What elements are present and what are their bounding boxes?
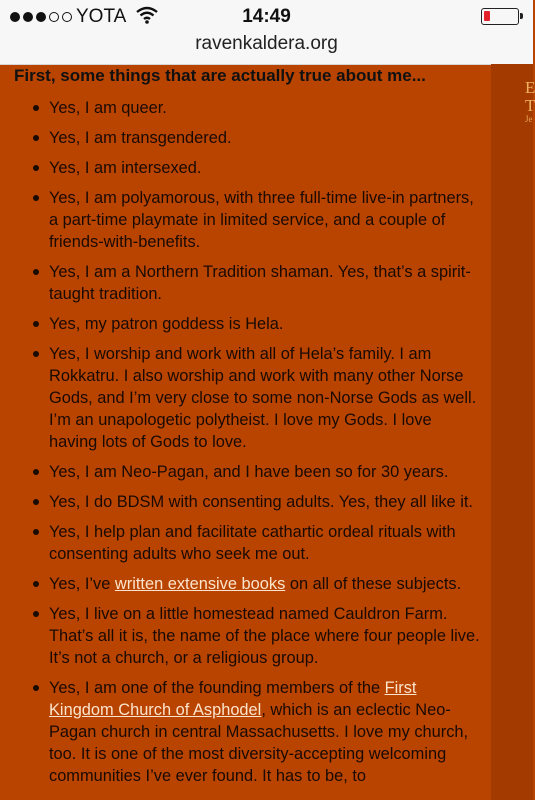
list-item — [0, 261, 491, 305]
list-item-text: , which is an eclectic Neo-Pagan church in central Massachusetts. I love my church, too. It is one of the most diversity-accepting welcoming communities I’ve ever found. It has to be, to — [49, 701, 469, 785]
list-item-text: Yes, I am a Northern Tradition shaman. Yes, that’s a spirit-taught tradition. — [49, 263, 471, 303]
books-link[interactable]: written extensive books — [114, 575, 286, 593]
bullet-icon — [33, 195, 39, 201]
list-item-text: Yes, I do BDSM with consenting adults. Yes, they all like it. — [49, 493, 473, 511]
battery-icon — [481, 8, 519, 25]
sidebar-text[interactable]: T — [525, 96, 535, 115]
list-item — [0, 461, 491, 483]
list-item — [0, 127, 491, 149]
list-item-text: Yes, my patron goddess is Hela. — [49, 315, 284, 333]
list-item-text: Yes, I am queer. — [49, 99, 167, 117]
status-clock: 14:49 — [242, 6, 291, 27]
list-item — [0, 187, 491, 253]
bullet-icon — [33, 321, 39, 327]
carrier-name: YOTA — [76, 6, 127, 27]
list-item-text: Yes, I am intersexed. — [49, 159, 202, 177]
list-item — [0, 313, 491, 335]
list-item-text: Yes, I help plan and facilitate cathartic ordeal rituals with consenting adults who seek me out. — [49, 523, 456, 563]
sidebar-text[interactable]: Je — [525, 114, 533, 124]
list-item — [0, 97, 491, 119]
sidebar-text[interactable]: E — [525, 78, 535, 97]
list-item — [0, 491, 491, 513]
list-item-text: Yes, I live on a little homestead named Cauldron Farm. That’s all it is, the name of the place where four people live. It’s not a church, or a religious group. — [49, 605, 480, 667]
list-item-text: Yes, I worship and work with all of Hela’s family. I am Rokkatru. I also worship and work with many other Norse Gods, and I’m very close to some non-Norse Gods as well. I’m an unapologetic polytheist. I love my Gods. I love having lots of Gods to love. — [49, 345, 477, 451]
list-item-text: on all of these subjects. — [285, 575, 462, 593]
church-link[interactable]: First Kingdom Church of Asphodel — [49, 679, 417, 719]
sidebar-edge — [491, 64, 533, 800]
bullet-icon — [33, 529, 39, 535]
list-item — [0, 603, 491, 669]
list-item-text: Yes, I am polyamorous, with three full-time live-in partners, a part-time playmate in limited service, and a couple of friends-with-benefits. — [49, 189, 474, 251]
list-item-text: Yes, I am transgendered. — [49, 129, 232, 147]
list-item-text: Yes, I am one of the founding members of the — [49, 679, 385, 697]
bullet-icon — [33, 165, 39, 171]
bullet-icon — [33, 685, 39, 691]
bullet-icon — [33, 351, 39, 357]
section-heading: First, some things that are actually true about me... — [14, 66, 426, 85]
bullet-icon — [33, 499, 39, 505]
browser-address-bar[interactable] — [0, 33, 533, 65]
bullet-icon — [33, 469, 39, 475]
list-item — [0, 157, 491, 179]
list-item — [0, 521, 491, 565]
url-text[interactable]: ravenkaldera.org — [195, 33, 338, 54]
list-item-text: Yes, I’ve — [49, 575, 115, 593]
bullet-icon — [33, 135, 39, 141]
bullet-icon — [33, 581, 39, 587]
bullet-icon — [33, 269, 39, 275]
list-item-church — [0, 677, 491, 787]
status-bar — [0, 0, 533, 33]
bullet-icon — [33, 611, 39, 617]
list-item-books — [0, 573, 491, 595]
article-content — [0, 64, 491, 800]
list-item-text: Yes, I am Neo-Pagan, and I have been so for 30 years. — [49, 463, 449, 481]
bullet-icon — [33, 105, 39, 111]
facts-list — [0, 97, 491, 795]
list-item — [0, 343, 491, 453]
